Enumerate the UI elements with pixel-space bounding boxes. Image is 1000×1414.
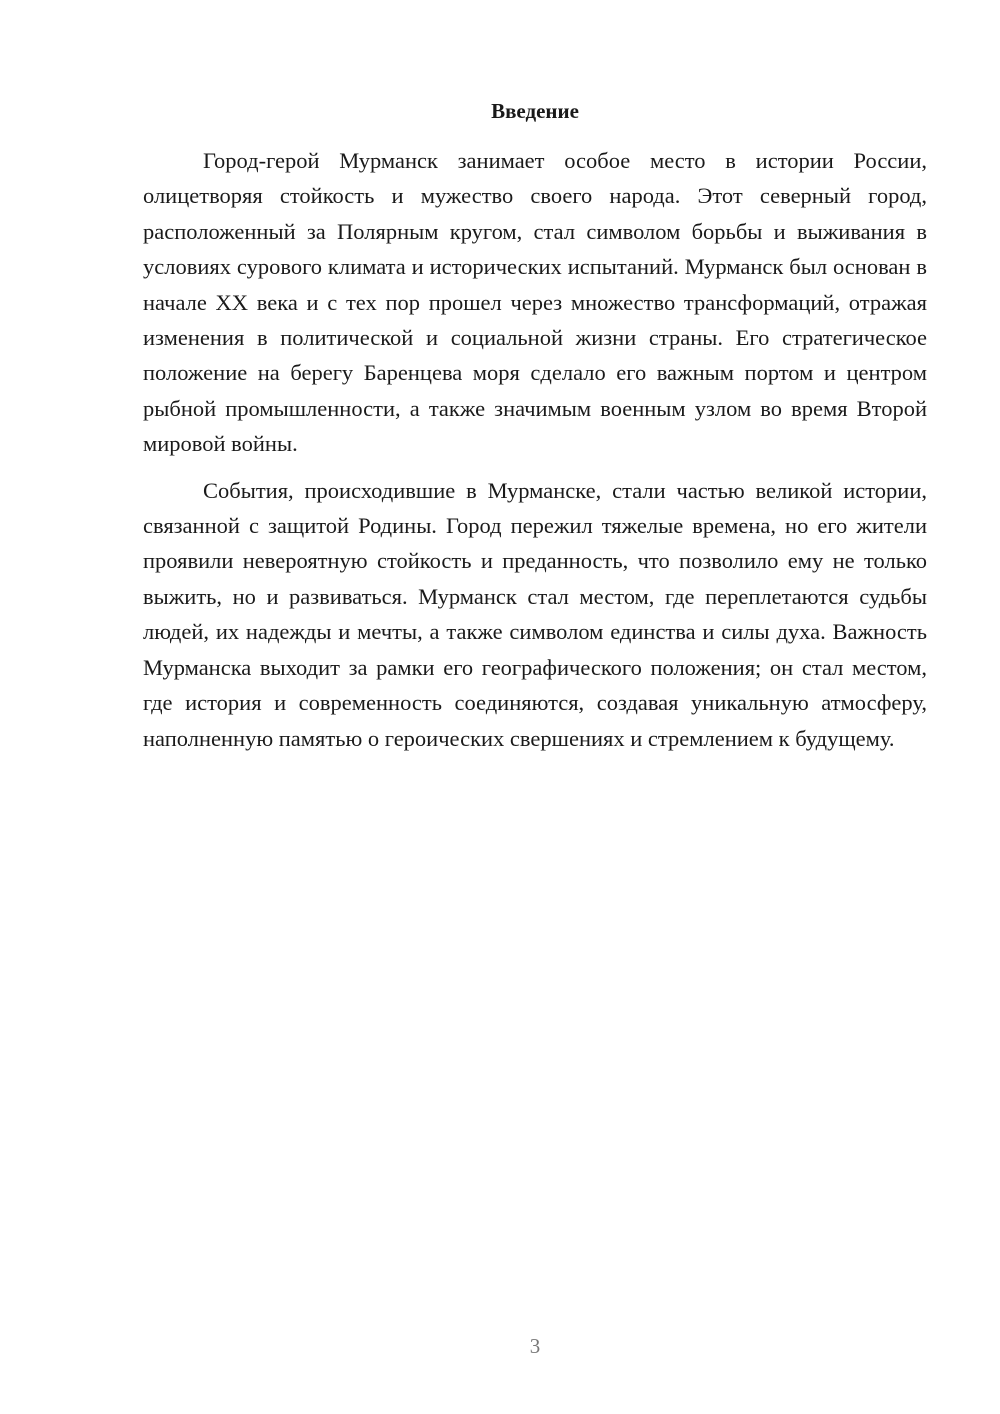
page-number: 3 (529, 1334, 541, 1358)
paragraph-1: Город-герой Мурманск занимает особое место в истории России, олицетворяя стойкость и мужество своего народа. Этот северный город, расположенный за Полярным кругом, стал символом борьбы и выживания в условиях сурового климата и исторических испытаний. Мурманск был основан в начале XX века и с тех пор прошел через множество трансформаций, отражая изменения в политической и социальной жизни страны. Его стратегическое положение на берегу Баренцева моря сделало его важным портом и центром рыбной промышленности, а также значимым военным узлом во время Второй мировой войны. (143, 148, 927, 457)
paragraph-2: События, происходившие в Мурманске, стали частью великой истории, связанной с защитой Родины. Город пережил тяжелые времена, но его жители проявили невероятную стойкость и преданность, что позволило ему не только выжить, но и развиваться. Мурманск стал местом, где переплетаются судьбы людей, их надежды и мечты, а также символом единства и силы духа. Важность Мурманска выходит за рамки его географического положения; он стал местом, где история и современность соединяются, создавая уникальную атмосферу, наполненную памятью о героических свершениях и стремлением к будущему. (143, 477, 927, 751)
section-heading: Введение (491, 99, 579, 123)
body-text (143, 143, 927, 756)
